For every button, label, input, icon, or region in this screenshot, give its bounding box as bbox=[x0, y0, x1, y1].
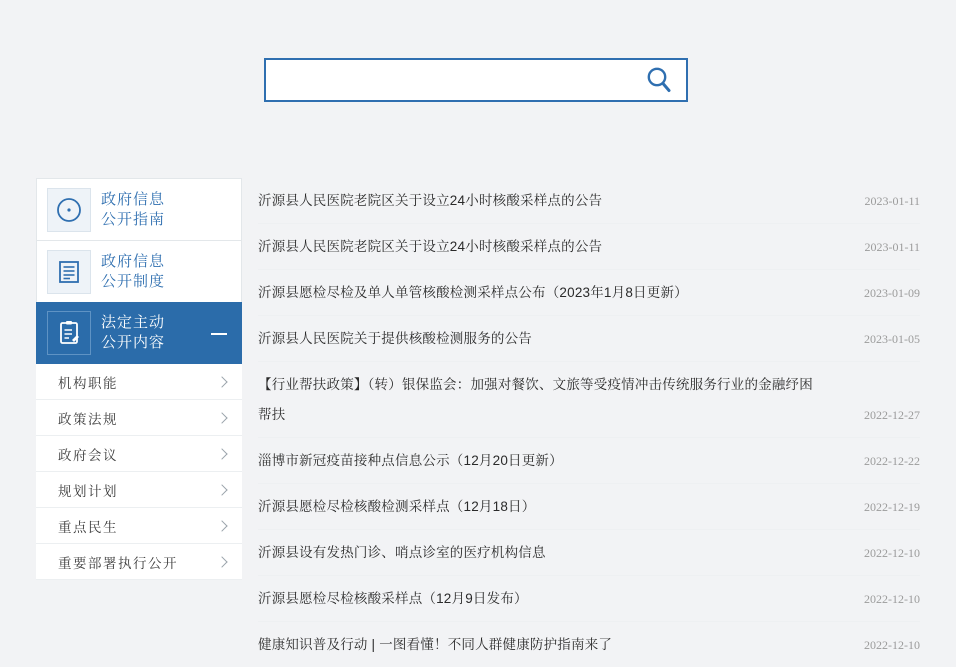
list-item-date: 2022-12-27 bbox=[864, 408, 920, 422]
sidebar-item-gov-info-system[interactable] bbox=[36, 240, 242, 302]
list-item[interactable] bbox=[258, 484, 920, 530]
sidebar-subitem-label: 政策法规 bbox=[58, 411, 118, 427]
list-item[interactable] bbox=[258, 622, 920, 667]
list-item-title[interactable]: 沂源县人民医院老院区关于设立24小时核酸采样点的公告 bbox=[258, 193, 603, 208]
search-icon bbox=[644, 65, 674, 95]
list-item-date: 2022-12-10 bbox=[864, 638, 920, 652]
sidebar-subitem-label: 政府会议 bbox=[58, 447, 118, 463]
chevron-right-icon bbox=[216, 448, 227, 459]
list-item-date: 2023-01-05 bbox=[864, 332, 920, 346]
list-item-title[interactable]: 健康知识普及行动 | 一图看懂！不同人群健康防护指南来了 bbox=[258, 637, 613, 652]
clipboard-pen-icon bbox=[47, 311, 91, 355]
list-item-date: 2022-12-10 bbox=[864, 592, 920, 606]
sidebar-item-gov-meetings[interactable] bbox=[36, 436, 242, 472]
sidebar-label-line2: 公开制度 bbox=[101, 272, 166, 290]
sidebar-label-line1: 法定主动 bbox=[101, 314, 166, 331]
sidebar-subitem-label: 重要部署执行公开 bbox=[58, 555, 178, 571]
sidebar-item-label bbox=[101, 252, 165, 292]
sidebar-subitem-label: 机构职能 bbox=[58, 375, 118, 391]
list-item[interactable] bbox=[258, 178, 920, 224]
list-item-title[interactable]: 沂源县人民医院老院区关于设立24小时核酸采样点的公告 bbox=[258, 239, 603, 254]
list-item-title[interactable]: 沂源县设有发热门诊、哨点诊室的医疗机构信息 bbox=[258, 545, 546, 560]
search-input[interactable] bbox=[266, 60, 632, 100]
sidebar bbox=[36, 178, 242, 580]
sidebar-label-line1: 政府信息 bbox=[101, 190, 166, 208]
list-item[interactable] bbox=[258, 530, 920, 576]
sidebar-item-label bbox=[101, 313, 165, 353]
sidebar-subitem-label: 重点民生 bbox=[58, 519, 118, 535]
sidebar-item-policies-laws[interactable] bbox=[36, 400, 242, 436]
search-button[interactable] bbox=[632, 60, 686, 100]
sidebar-sublist bbox=[36, 364, 242, 580]
list-item[interactable] bbox=[258, 438, 920, 484]
list-item-title[interactable]: 沂源县人民医院关于提供核酸检测服务的公告 bbox=[258, 331, 532, 346]
list-item-date: 2022-12-19 bbox=[864, 500, 920, 514]
chevron-right-icon bbox=[216, 556, 227, 567]
list-item-title[interactable]: 沂源县愿检尽检及单人单管核酸检测采样点公布（2023年1月8日更新） bbox=[258, 285, 688, 300]
list-item-date: 2022-12-10 bbox=[864, 546, 920, 560]
sidebar-item-gov-info-guide[interactable] bbox=[36, 178, 242, 240]
list-item[interactable] bbox=[258, 316, 920, 362]
sidebar-label-line1: 政府信息 bbox=[101, 252, 166, 270]
list-item-title[interactable]: 沂源县愿检尽检核酸采样点（12月9日发布） bbox=[258, 591, 528, 606]
list-item-title[interactable]: 【行业帮扶政策】（转）银保监会：加强对餐饮、文旅等受疫情冲击传统服务行业的金融纾困帮扶 bbox=[258, 377, 813, 422]
list-item-date: 2022-12-22 bbox=[864, 454, 920, 468]
sidebar-item-organization-functions[interactable] bbox=[36, 364, 242, 400]
sidebar-item-label bbox=[101, 190, 165, 230]
list-item-title[interactable]: 淄博市新冠疫苗接种点信息公示（12月20日更新） bbox=[258, 453, 563, 468]
sidebar-subitem-label: 规划计划 bbox=[58, 483, 118, 499]
search-box[interactable] bbox=[264, 58, 688, 102]
list-item-date: 2023-01-11 bbox=[864, 194, 920, 208]
sidebar-label-line2: 公开内容 bbox=[101, 334, 166, 351]
compass-icon bbox=[47, 188, 91, 232]
list-item[interactable] bbox=[258, 362, 920, 438]
sidebar-item-key-deployment[interactable] bbox=[36, 544, 242, 580]
list-item[interactable] bbox=[258, 270, 920, 316]
list-item-title[interactable]: 沂源县愿检尽检核酸检测采样点（12月18日） bbox=[258, 499, 536, 514]
document-lines-icon bbox=[47, 250, 91, 294]
chevron-right-icon bbox=[216, 412, 227, 423]
list-item[interactable] bbox=[258, 576, 920, 622]
collapse-icon[interactable] bbox=[211, 333, 227, 335]
chevron-right-icon bbox=[216, 376, 227, 387]
sidebar-item-statutory-disclosure[interactable] bbox=[36, 302, 242, 364]
list-item[interactable] bbox=[258, 224, 920, 270]
chevron-right-icon bbox=[216, 520, 227, 531]
sidebar-item-key-livelihood[interactable] bbox=[36, 508, 242, 544]
sidebar-label-line2: 公开指南 bbox=[101, 210, 166, 228]
sidebar-item-plans[interactable] bbox=[36, 472, 242, 508]
list-item-date: 2023-01-11 bbox=[864, 240, 920, 254]
announcement-list bbox=[258, 178, 920, 667]
list-item-date: 2023-01-09 bbox=[864, 286, 920, 300]
chevron-right-icon bbox=[216, 484, 227, 495]
